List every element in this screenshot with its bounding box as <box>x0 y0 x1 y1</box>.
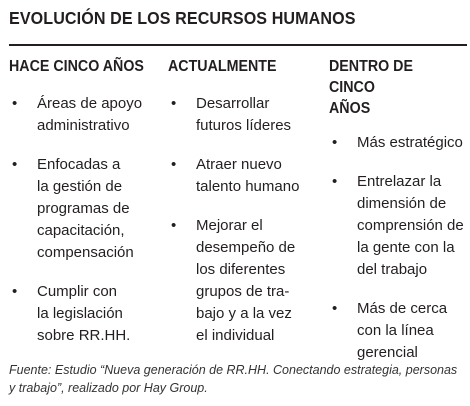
bullet-icon: • <box>171 95 177 112</box>
source-note: Fuente: Estudio “Nueva generación de RR.HH. Conectando estrategia, personas y trabajo”, realizado por Hay Group. <box>9 363 458 395</box>
column-dentro-de-cinco-anos <box>329 56 469 364</box>
item-text: Atraer nuevo talento humano <box>196 156 300 195</box>
list-item <box>9 93 164 137</box>
item-list <box>9 93 164 347</box>
item-text: Desarrollar futuros líderes <box>196 95 292 134</box>
bullet-icon: • <box>12 95 18 112</box>
list-item <box>168 154 326 198</box>
column-heading: DENTRO DE CINCO AÑOS <box>329 58 413 117</box>
item-text: Mejorar el desempeño de los diferentes grupos de tra- bajo y a la vez el individual <box>196 217 296 344</box>
bullet-icon: • <box>171 217 177 234</box>
item-text: Más estratégico <box>357 134 463 151</box>
item-text: Cumplir con la legislación sobre RR.HH. <box>37 283 131 344</box>
bullet-icon: • <box>12 283 18 300</box>
list-item <box>329 298 469 364</box>
item-text: Entrelazar la dimensión de comprensión de la gente con la del trabajo <box>357 173 464 278</box>
column-hace-cinco-anos <box>9 56 164 347</box>
title-rule <box>9 44 467 46</box>
list-item <box>9 281 164 347</box>
column-heading: ACTUALMENTE <box>168 58 277 75</box>
list-item <box>168 93 326 137</box>
column-heading: HACE CINCO AÑOS <box>9 58 144 75</box>
bullet-icon: • <box>332 300 338 317</box>
list-item <box>329 132 469 154</box>
bullet-icon: • <box>332 173 338 190</box>
bullet-icon: • <box>12 156 18 173</box>
item-text: Áreas de apoyo administrativo <box>37 95 143 134</box>
page-title: EVOLUCIÓN DE LOS RECURSOS HUMANOS <box>9 8 356 28</box>
item-text: Enfocadas a la gestión de programas de capacitación, compensación <box>37 156 134 261</box>
item-text: Más de cerca con la línea gerencial <box>357 300 448 361</box>
column-actualmente <box>168 56 326 347</box>
list-item <box>329 171 469 281</box>
list-item <box>9 154 164 264</box>
item-list <box>168 93 326 347</box>
bullet-icon: • <box>332 134 338 151</box>
item-list <box>329 132 469 364</box>
bullet-icon: • <box>171 156 177 173</box>
list-item <box>168 215 326 347</box>
